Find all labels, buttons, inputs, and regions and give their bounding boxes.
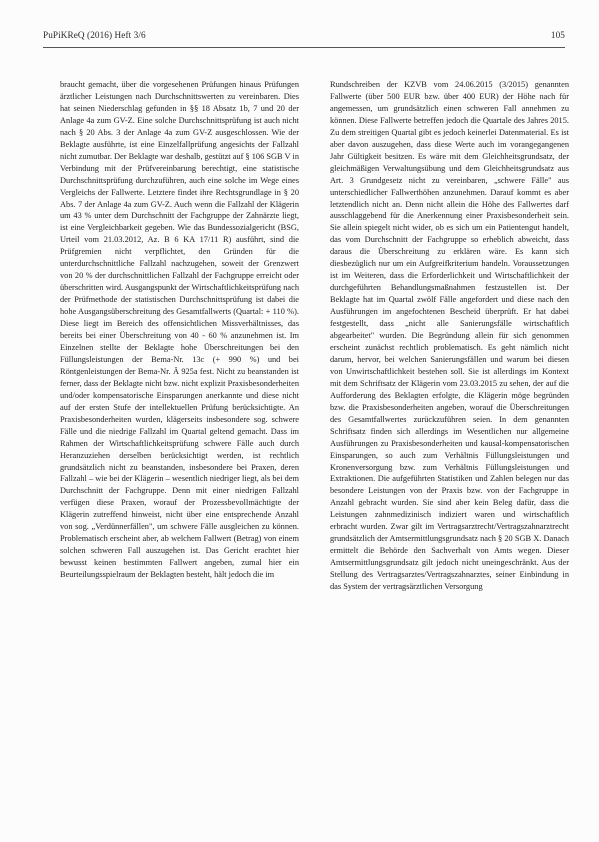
right-column — [330, 79, 569, 593]
page-number: 105 — [550, 30, 565, 40]
left-column — [60, 79, 299, 581]
header-rule — [43, 47, 565, 48]
left-column-paragraph: braucht gemacht, über die vorgesehenen Prüfungen hinaus Prüfungen ärztlicher Leistungen nach Durchschnittswerten zu vereinbaren. Dies hat seinen Niederschlag gefunden in §§ 18 Absatz 1b, 7 und 20 der Anlage 4a zum GV-Z. Eine solche Durchschnittsprüfung ist auch nicht nach § 20 Abs. 3 der Anlage 4a zum GV-Z ausgeschlossen. Wie der Beklagte ausführte, ist eine Einzelfallprüfung angesichts der Fallzahl nicht zumutbar. Der Beklagte war deshalb, gestützt auf § 106 SGB V in Verbindung mit der Prüfvereinbarung berechtigt, eine statistische Durchschnittsprüfung durchzuführen, auch eine solche im Wege eines Vergleichs der Fallwerte. Letztere findet ihre Rechtsgrundlage in § 20 Abs. 7 der Anlage 4a zum GV-Z. Auch wenn die Fallzahl der Klägerin um 43 % unter dem Durchschnitt der Fachgruppe der Zahnärzte liegt, ist eine Vergleichbarkeit gegeben. Wie das Bundessozialgericht (BSG, Urteil vom 21.03.2012, Az. B 6 KA 17/11 R) ausführt, sind die Prüfgremien nicht verpflichtet, den Gründen für die unterdurchschnittliche Fallzahl nachzugehen, soweit der Grenzwert von 20 % der durchschnittlichen Fallzahl der Fachgruppe erreicht oder überschritten wird. Ausgangspunkt der Wirtschaftlichkeitsprüfung nach der Prüfmethode der statistischen Durchschnittsprüfung ist dabei die hohe Ausgangsüberschreitung des Gesamtfallwerts (Quartal: + 110 %). Diese liegt im Bereich des offensichtlichen Missverhältnisses, das bereits bei einer Überschreitung von 40 - 60 % anzunehmen ist. Im Einzelnen stellte der Beklagte hohe Überschreitungen bei den Füllungsleistungen der Bema-Nr. 13c (+ 990 %) und bei Röntgenleistungen der Bema-Nr. Ä 925a fest. Nicht zu beanstanden ist ferner, dass der Beklagte nicht bzw. nicht explizit Praxisbesonderheiten und/oder kompensatorische Einsparungen anerkannte und diese nicht auf der ersten Stufe der intellektuellen Prüfung berücksichtigte. An Praxisbesonderheiten wurden, klägerseits insbesondere sog. schwere Fälle und die niedrige Fallzahl im Quartal geltend gemacht. Dass im Rahmen der Wirtschaftlichkeitsprüfung schwere Fälle auch durch Heranzuziehen derselben berücksichtigt werden, ist rechtlich grundsätzlich nicht zu beanstanden, insbesondere bei Praxen, deren Fallzahl – wie bei der Klägerin – wesentlich niedriger liegt, als bei dem Durchschnitt der Fachgruppe. Denn mit einer niedrigen Fallzahl verfügen diese Praxen, worauf der Prozessbevollmächtigte der Klägerin zutreffend hinweist, nicht über eine entsprechende Anzahl von sog. „Verdünnerfällen", um schwere Fälle ausgleichen zu können. Problematisch erscheint aber, ab welchem Fallwert (Betrag) von einem solchen schweren Fall auszugehen ist. Das Gericht erachtet hier bewusst keinen bestimmten Fallwert angeben, zumal hier ein Beurteilungsspielraum der Beklagten besteht, hält jedoch die im — [60, 80, 299, 580]
running-header — [43, 30, 565, 46]
right-column-paragraph: Rundschreiben der KZVB vom 24.06.2015 (3/2015) genannten Fallwerte (über 500 EUR bzw. über 400 EUR) der Höhe nach für angemessen, um grundsätzlich einen schweren Fall annehmen zu können. Diese Fallwerte betreffen jedoch die Quartale des Jahres 2015. Zu dem streitigen Quartal gibt es jedoch keinerlei Datenmaterial. Es ist aber davon auszugehen, dass diese Werte auch im vorangegangenen Jahr Gültigkeit besitzen. Es wäre mit dem Gleichheitsgrundsatz, der gleichmäßigen Verwaltungsübung und dem Gleichheitsgrundsatz aus Art. 3 Grundgesetz nicht zu vereinbaren, „schwere Fälle" aus unterschiedlicher Fallwerthöhen anzunehmen. Darauf kommt es aber letztendlich nicht an. Denn nicht allein die Höhe des Fallwertes darf ausschlaggebend für die Anerkennung einer Praxisbesonderheit sein. Sie allein spiegelt nicht wider, ob es sich um ein Patientengut handelt, das vom Durchschnitt der Fachgruppe so erheblich abweicht, dass daraus die Überschreitung zu erklären wäre. Es kann sich diesbezüglich nur um ein Aufgreifkriterium handeln. Voraussetzungen ist im Weiteren, dass die Erforderlichkeit und Wirtschaftlichkeit der durchgeführten Behandlungsmaßnahmen festzustellen ist. Der Beklagte hat im Quartal zwölf Fälle angefordert und diese nach den Ausführungen im angefochtenen Bescheid überprüft. Er hat dabei festgestellt, dass „nicht alle Sanierungsfälle wirtschaftlich abgearbeitet" wurden. Die Begründung allein für sich genommen erscheint zunächst rechtlich problematisch. Es geht nämlich nicht darum, hervor, bei welchen Sanierungsfällen und warum bei diesen von Unwirtschaftlichkeit bestehen soll. Sie ist allerdings im Kontext mit dem Schriftsatz der Klägerin vom 23.03.2015 zu sehen, der auf die Aufforderung des Beklagten erfolgte, die Klägerin möge begründen bzw. die Praxisbesonderheiten angeben, worauf die Überschreitungen des Gesamtfallwertes zurückzuführen seien. In dem genannten Schriftsatz finden sich allerdings im Wesentlichen nur allgemeine Ausführungen zu Praxisbesonderheiten und kausal-kompensatorischen Einsparungen, so auch zum Verhältnis Füllungsleistungen und Kronenversorgung bzw. zum Verhältnis Füllungsleistungen und Extraktionen. Die aufgeführten Statistiken und Zahlen belegen nur das besondere Leistungen von der Praxis bzw. von der Fachgruppe in Anzahl gebracht wurden. Sie sind aber kein Beleg dafür, dass die Leistungen zahnmedizinisch indiziert waren und wirtschaftlich erbracht wurden. Zwar gilt im Vertragsarztrecht/Vertragszahnarztrecht grundsätzlich der Amtsermittlungsgrundsatz nach § 20 SGB X. Danach ermittelt die Behörde den Sachverhalt von Amts wegen. Dieser Amtsermittlungsgrundsatz gilt jedoch nicht uneingeschränkt. Aus der Stellung des Vertragsarztes/Vertragszahnarztes, seiner Einbindung in das System der vertragsärztlichen Versorgung — [330, 80, 569, 592]
body-columns — [60, 79, 569, 819]
journal-citation: PuPiKReQ (2016) Heft 3/6 — [43, 30, 146, 40]
